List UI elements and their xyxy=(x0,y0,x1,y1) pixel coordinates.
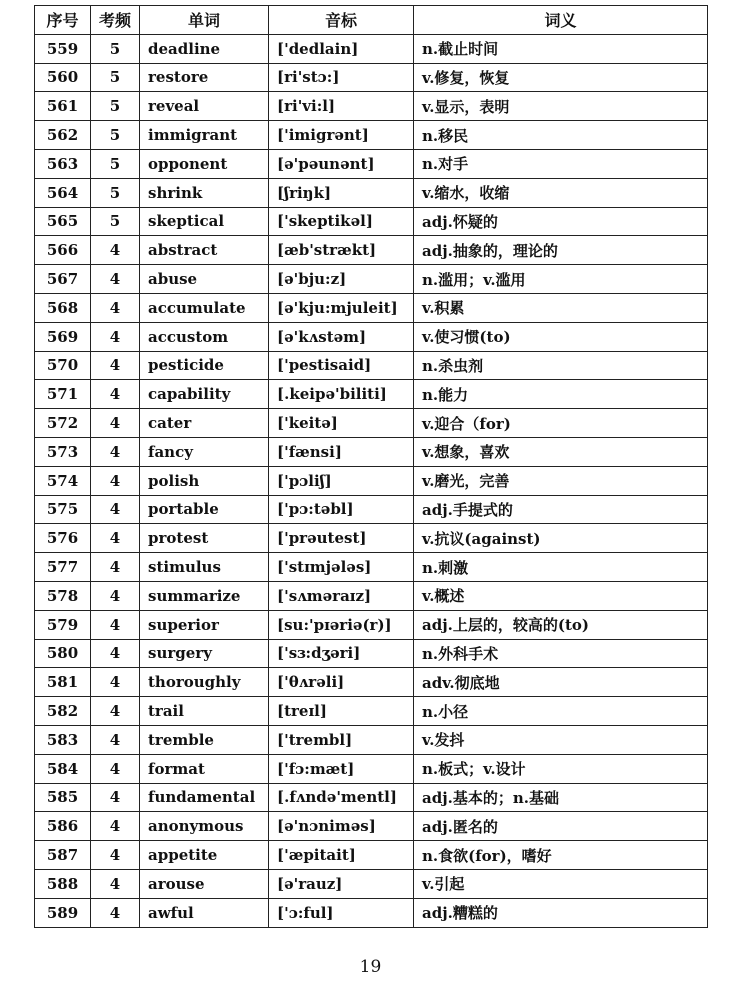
table-row xyxy=(35,207,708,236)
cell-index: 587 xyxy=(35,841,91,870)
cell-frequency: 5 xyxy=(91,34,140,63)
table-row xyxy=(35,697,708,726)
cell-meaning: v.显示，表明 xyxy=(414,92,708,121)
cell-meaning: n.食欲(for)，嗜好 xyxy=(414,841,708,870)
cell-index: 575 xyxy=(35,495,91,524)
cell-phonetic: [ə'pəunənt] xyxy=(269,149,414,178)
cell-index: 581 xyxy=(35,668,91,697)
cell-word: deadline xyxy=(140,34,269,63)
cell-index: 572 xyxy=(35,409,91,438)
cell-word: immigrant xyxy=(140,121,269,150)
header-frequency: 考频 xyxy=(91,6,140,35)
cell-phonetic: [ə'bju:z] xyxy=(269,265,414,294)
cell-meaning: v.修复，恢复 xyxy=(414,63,708,92)
cell-phonetic: ['pɔ:təbl] xyxy=(269,495,414,524)
cell-frequency: 5 xyxy=(91,149,140,178)
cell-phonetic: ['fɔ:mæt] xyxy=(269,754,414,783)
cell-index: 560 xyxy=(35,63,91,92)
cell-frequency: 4 xyxy=(91,293,140,322)
cell-index: 576 xyxy=(35,524,91,553)
cell-phonetic: ['θʌrəli] xyxy=(269,668,414,697)
cell-word: polish xyxy=(140,466,269,495)
cell-phonetic: [.fʌndə'mentl] xyxy=(269,783,414,812)
cell-meaning: v.发抖 xyxy=(414,725,708,754)
cell-frequency: 4 xyxy=(91,553,140,582)
cell-index: 562 xyxy=(35,121,91,150)
cell-index: 570 xyxy=(35,351,91,380)
cell-word: cater xyxy=(140,409,269,438)
vocabulary-table xyxy=(34,5,708,928)
cell-frequency: 4 xyxy=(91,869,140,898)
cell-phonetic: [su:'pɪəriə(r)] xyxy=(269,610,414,639)
cell-frequency: 4 xyxy=(91,812,140,841)
cell-phonetic: ['trembl] xyxy=(269,725,414,754)
cell-meaning: adj.抽象的，理论的 xyxy=(414,236,708,265)
cell-index: 569 xyxy=(35,322,91,351)
table-row xyxy=(35,581,708,610)
cell-word: accumulate xyxy=(140,293,269,322)
cell-meaning: adj.怀疑的 xyxy=(414,207,708,236)
cell-frequency: 4 xyxy=(91,639,140,668)
header-phonetic: 音标 xyxy=(269,6,414,35)
cell-index: 584 xyxy=(35,754,91,783)
cell-meaning: n.滥用；v.滥用 xyxy=(414,265,708,294)
cell-frequency: 4 xyxy=(91,236,140,265)
table-row xyxy=(35,437,708,466)
cell-phonetic: ['keitə] xyxy=(269,409,414,438)
cell-frequency: 4 xyxy=(91,437,140,466)
cell-word: appetite xyxy=(140,841,269,870)
cell-frequency: 4 xyxy=(91,725,140,754)
cell-word: portable xyxy=(140,495,269,524)
cell-meaning: n.截止时间 xyxy=(414,34,708,63)
cell-frequency: 4 xyxy=(91,668,140,697)
table-row xyxy=(35,92,708,121)
cell-frequency: 5 xyxy=(91,207,140,236)
cell-phonetic: [ri'vi:l] xyxy=(269,92,414,121)
cell-index: 589 xyxy=(35,898,91,927)
cell-word: abuse xyxy=(140,265,269,294)
header-row xyxy=(35,6,708,35)
cell-meaning: adj.匿名的 xyxy=(414,812,708,841)
cell-word: format xyxy=(140,754,269,783)
cell-meaning: n.外科手术 xyxy=(414,639,708,668)
cell-frequency: 4 xyxy=(91,783,140,812)
cell-frequency: 5 xyxy=(91,63,140,92)
cell-index: 577 xyxy=(35,553,91,582)
cell-index: 563 xyxy=(35,149,91,178)
cell-phonetic: [ʃriŋk] xyxy=(269,178,414,207)
cell-word: accustom xyxy=(140,322,269,351)
table-row xyxy=(35,610,708,639)
cell-word: stimulus xyxy=(140,553,269,582)
cell-word: pesticide xyxy=(140,351,269,380)
cell-meaning: v.磨光，完善 xyxy=(414,466,708,495)
cell-meaning: adj.基本的；n.基础 xyxy=(414,783,708,812)
cell-meaning: v.使习惯(to) xyxy=(414,322,708,351)
table-row xyxy=(35,322,708,351)
cell-frequency: 4 xyxy=(91,697,140,726)
cell-meaning: v.概述 xyxy=(414,581,708,610)
cell-index: 580 xyxy=(35,639,91,668)
table-row xyxy=(35,380,708,409)
cell-frequency: 5 xyxy=(91,178,140,207)
cell-phonetic: ['pestisaid] xyxy=(269,351,414,380)
table-row xyxy=(35,293,708,322)
cell-frequency: 4 xyxy=(91,610,140,639)
cell-frequency: 4 xyxy=(91,351,140,380)
cell-word: restore xyxy=(140,63,269,92)
table-row xyxy=(35,869,708,898)
cell-meaning: n.刺激 xyxy=(414,553,708,582)
cell-index: 585 xyxy=(35,783,91,812)
cell-word: tremble xyxy=(140,725,269,754)
cell-word: trail xyxy=(140,697,269,726)
cell-frequency: 5 xyxy=(91,92,140,121)
cell-frequency: 4 xyxy=(91,898,140,927)
cell-index: 578 xyxy=(35,581,91,610)
table-row xyxy=(35,236,708,265)
table-row xyxy=(35,466,708,495)
table-row xyxy=(35,841,708,870)
table-row xyxy=(35,495,708,524)
cell-meaning: v.抗议(against) xyxy=(414,524,708,553)
cell-frequency: 4 xyxy=(91,322,140,351)
cell-phonetic: [ə'kju:mjuleit] xyxy=(269,293,414,322)
cell-word: opponent xyxy=(140,149,269,178)
table-row xyxy=(35,725,708,754)
cell-phonetic: ['stɪmjələs] xyxy=(269,553,414,582)
cell-meaning: adv.彻底地 xyxy=(414,668,708,697)
cell-index: 573 xyxy=(35,437,91,466)
cell-index: 567 xyxy=(35,265,91,294)
cell-phonetic: ['ɔ:ful] xyxy=(269,898,414,927)
cell-word: shrink xyxy=(140,178,269,207)
cell-meaning: adj.糟糕的 xyxy=(414,898,708,927)
table-row xyxy=(35,178,708,207)
table-row xyxy=(35,34,708,63)
header-word: 单词 xyxy=(140,6,269,35)
cell-word: abstract xyxy=(140,236,269,265)
cell-phonetic: ['pɔliʃ] xyxy=(269,466,414,495)
cell-frequency: 4 xyxy=(91,265,140,294)
cell-word: surgery xyxy=(140,639,269,668)
cell-index: 583 xyxy=(35,725,91,754)
table-row xyxy=(35,265,708,294)
table-row xyxy=(35,639,708,668)
cell-word: protest xyxy=(140,524,269,553)
cell-meaning: n.能力 xyxy=(414,380,708,409)
cell-phonetic: [ə'rauz] xyxy=(269,869,414,898)
cell-word: summarize xyxy=(140,581,269,610)
table-header xyxy=(35,6,708,35)
cell-word: arouse xyxy=(140,869,269,898)
cell-word: awful xyxy=(140,898,269,927)
cell-phonetic: ['sɜ:dʒəri] xyxy=(269,639,414,668)
cell-phonetic: [treɪl] xyxy=(269,697,414,726)
cell-meaning: v.想象，喜欢 xyxy=(414,437,708,466)
cell-phonetic: [ri'stɔ:] xyxy=(269,63,414,92)
cell-index: 571 xyxy=(35,380,91,409)
cell-meaning: n.移民 xyxy=(414,121,708,150)
header-index: 序号 xyxy=(35,6,91,35)
cell-index: 582 xyxy=(35,697,91,726)
table-row xyxy=(35,524,708,553)
table-row xyxy=(35,754,708,783)
cell-frequency: 4 xyxy=(91,524,140,553)
cell-word: skeptical xyxy=(140,207,269,236)
cell-meaning: v.引起 xyxy=(414,869,708,898)
cell-meaning: n.杀虫剂 xyxy=(414,351,708,380)
table-body xyxy=(35,34,708,927)
cell-index: 586 xyxy=(35,812,91,841)
table-row xyxy=(35,121,708,150)
table-row xyxy=(35,149,708,178)
cell-phonetic: [.keipə'biliti] xyxy=(269,380,414,409)
table-row xyxy=(35,812,708,841)
table-row xyxy=(35,409,708,438)
cell-word: superior xyxy=(140,610,269,639)
cell-phonetic: ['prəutest] xyxy=(269,524,414,553)
cell-word: anonymous xyxy=(140,812,269,841)
table-row xyxy=(35,783,708,812)
cell-word: reveal xyxy=(140,92,269,121)
cell-phonetic: ['dedlain] xyxy=(269,34,414,63)
cell-index: 564 xyxy=(35,178,91,207)
cell-meaning: v.缩水，收缩 xyxy=(414,178,708,207)
cell-phonetic: ['sʌməraɪz] xyxy=(269,581,414,610)
cell-frequency: 4 xyxy=(91,466,140,495)
page-number: 19 xyxy=(359,957,382,977)
cell-index: 566 xyxy=(35,236,91,265)
cell-index: 565 xyxy=(35,207,91,236)
table-row xyxy=(35,351,708,380)
cell-meaning: v.迎合（for) xyxy=(414,409,708,438)
cell-frequency: 4 xyxy=(91,841,140,870)
cell-meaning: adj.上层的，较高的(to) xyxy=(414,610,708,639)
cell-phonetic: ['imigrənt] xyxy=(269,121,414,150)
cell-frequency: 4 xyxy=(91,754,140,783)
cell-phonetic: ['æpitait] xyxy=(269,841,414,870)
table-row xyxy=(35,63,708,92)
cell-phonetic: ['fænsi] xyxy=(269,437,414,466)
cell-word: fancy xyxy=(140,437,269,466)
cell-index: 568 xyxy=(35,293,91,322)
cell-index: 561 xyxy=(35,92,91,121)
cell-frequency: 5 xyxy=(91,121,140,150)
cell-frequency: 4 xyxy=(91,581,140,610)
cell-phonetic: [æb'strækt] xyxy=(269,236,414,265)
cell-meaning: n.板式；v.设计 xyxy=(414,754,708,783)
cell-meaning: n.小径 xyxy=(414,697,708,726)
cell-frequency: 4 xyxy=(91,380,140,409)
header-meaning: 词义 xyxy=(414,6,708,35)
cell-word: capability xyxy=(140,380,269,409)
cell-phonetic: [ə'kʌstəm] xyxy=(269,322,414,351)
table-row xyxy=(35,898,708,927)
cell-frequency: 4 xyxy=(91,409,140,438)
cell-index: 579 xyxy=(35,610,91,639)
table-row xyxy=(35,668,708,697)
cell-phonetic: ['skeptikəl] xyxy=(269,207,414,236)
table-row xyxy=(35,553,708,582)
cell-word: fundamental xyxy=(140,783,269,812)
cell-word: thoroughly xyxy=(140,668,269,697)
cell-meaning: adj.手提式的 xyxy=(414,495,708,524)
cell-meaning: v.积累 xyxy=(414,293,708,322)
cell-index: 574 xyxy=(35,466,91,495)
cell-index: 559 xyxy=(35,34,91,63)
cell-frequency: 4 xyxy=(91,495,140,524)
cell-phonetic: [ə'nɔniməs] xyxy=(269,812,414,841)
cell-index: 588 xyxy=(35,869,91,898)
cell-meaning: n.对手 xyxy=(414,149,708,178)
